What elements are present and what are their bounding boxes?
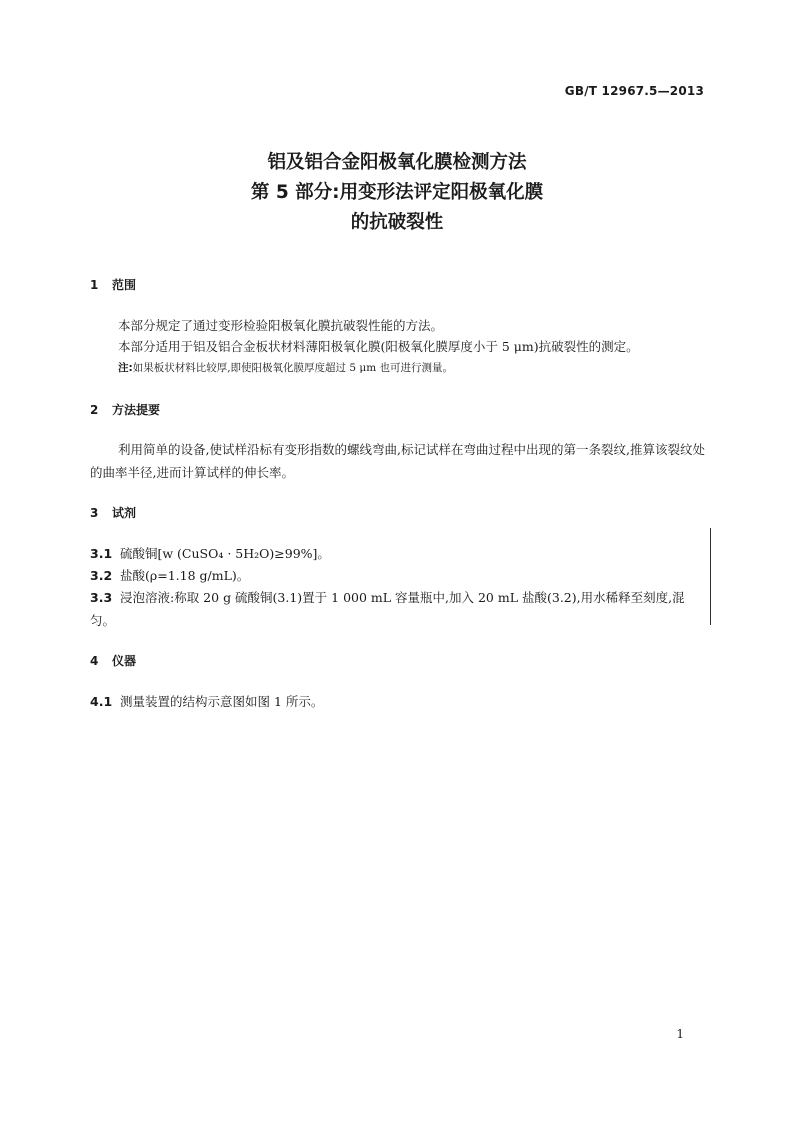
scope-paragraph-2: 本部分适用于铝及铝合金板状材料薄阳极氧化膜(阳极氧化膜厚度小于 5 μm)抗破裂性的测定。	[118, 339, 639, 354]
item-text: 测量装置的结构示意图如图 1 所示。	[120, 694, 324, 709]
item-text: 硫酸铜[w (CuSO₄ · 5H₂O)≥99%]。	[120, 546, 330, 561]
page-number: 1	[676, 1027, 684, 1041]
section-title: 仪器	[112, 654, 137, 668]
standard-code: GB/T 12967.5—2013	[564, 84, 704, 98]
reagent-item	[90, 564, 706, 587]
note-label: 注:	[118, 362, 133, 374]
section-number: 2	[90, 403, 99, 417]
section-heading-reagents	[90, 504, 136, 521]
item-number: 4.1	[90, 694, 113, 709]
revision-bar	[710, 528, 711, 625]
section-title: 试剂	[112, 506, 137, 520]
section-heading-scope	[90, 276, 136, 293]
item-text: 盐酸(ρ=1.18 g/mL)。	[120, 568, 250, 583]
section-number: 1	[90, 278, 99, 292]
title-line-3: 的抗破裂性	[350, 212, 444, 233]
section-heading-method	[90, 401, 160, 418]
document-title	[0, 148, 794, 238]
section-heading-apparatus	[90, 652, 136, 669]
reagent-item	[90, 542, 706, 565]
section-number: 3	[90, 506, 99, 520]
item-number: 3.3	[90, 590, 113, 605]
section-number: 4	[90, 654, 99, 668]
scope-note	[118, 360, 453, 375]
section-title: 范围	[112, 278, 137, 292]
note-text: 如果板状材料比较厚,即使阳极氧化膜厚度超过 5 μm 也可进行测量。	[132, 362, 454, 374]
item-number: 3.1	[90, 546, 113, 561]
reagent-item	[90, 586, 706, 632]
title-line-2: 第 5 部分:用变形法评定阳极氧化膜	[250, 182, 544, 203]
method-paragraph: 利用简单的设备,使试样沿标有变形指数的螺线弯曲,标记试样在弯曲过程中出现的第一条裂纹,推算该裂纹处的曲率半径,进而计算试样的伸长率。	[90, 442, 705, 480]
section-title: 方法提要	[112, 403, 161, 417]
apparatus-item	[90, 690, 706, 713]
title-line-1: 铝及铝合金阳极氧化膜检测方法	[267, 152, 527, 173]
item-text: 浸泡溶液:称取 20 g 硫酸铜(3.1)置于 1 000 mL 容量瓶中,加入 20 mL 盐酸(3.2),用水稀释至刻度,混匀。	[90, 590, 685, 628]
item-number: 3.2	[90, 568, 113, 583]
scope-paragraph-1: 本部分规定了通过变形检验阳极氧化膜抗破裂性能的方法。	[118, 318, 444, 333]
